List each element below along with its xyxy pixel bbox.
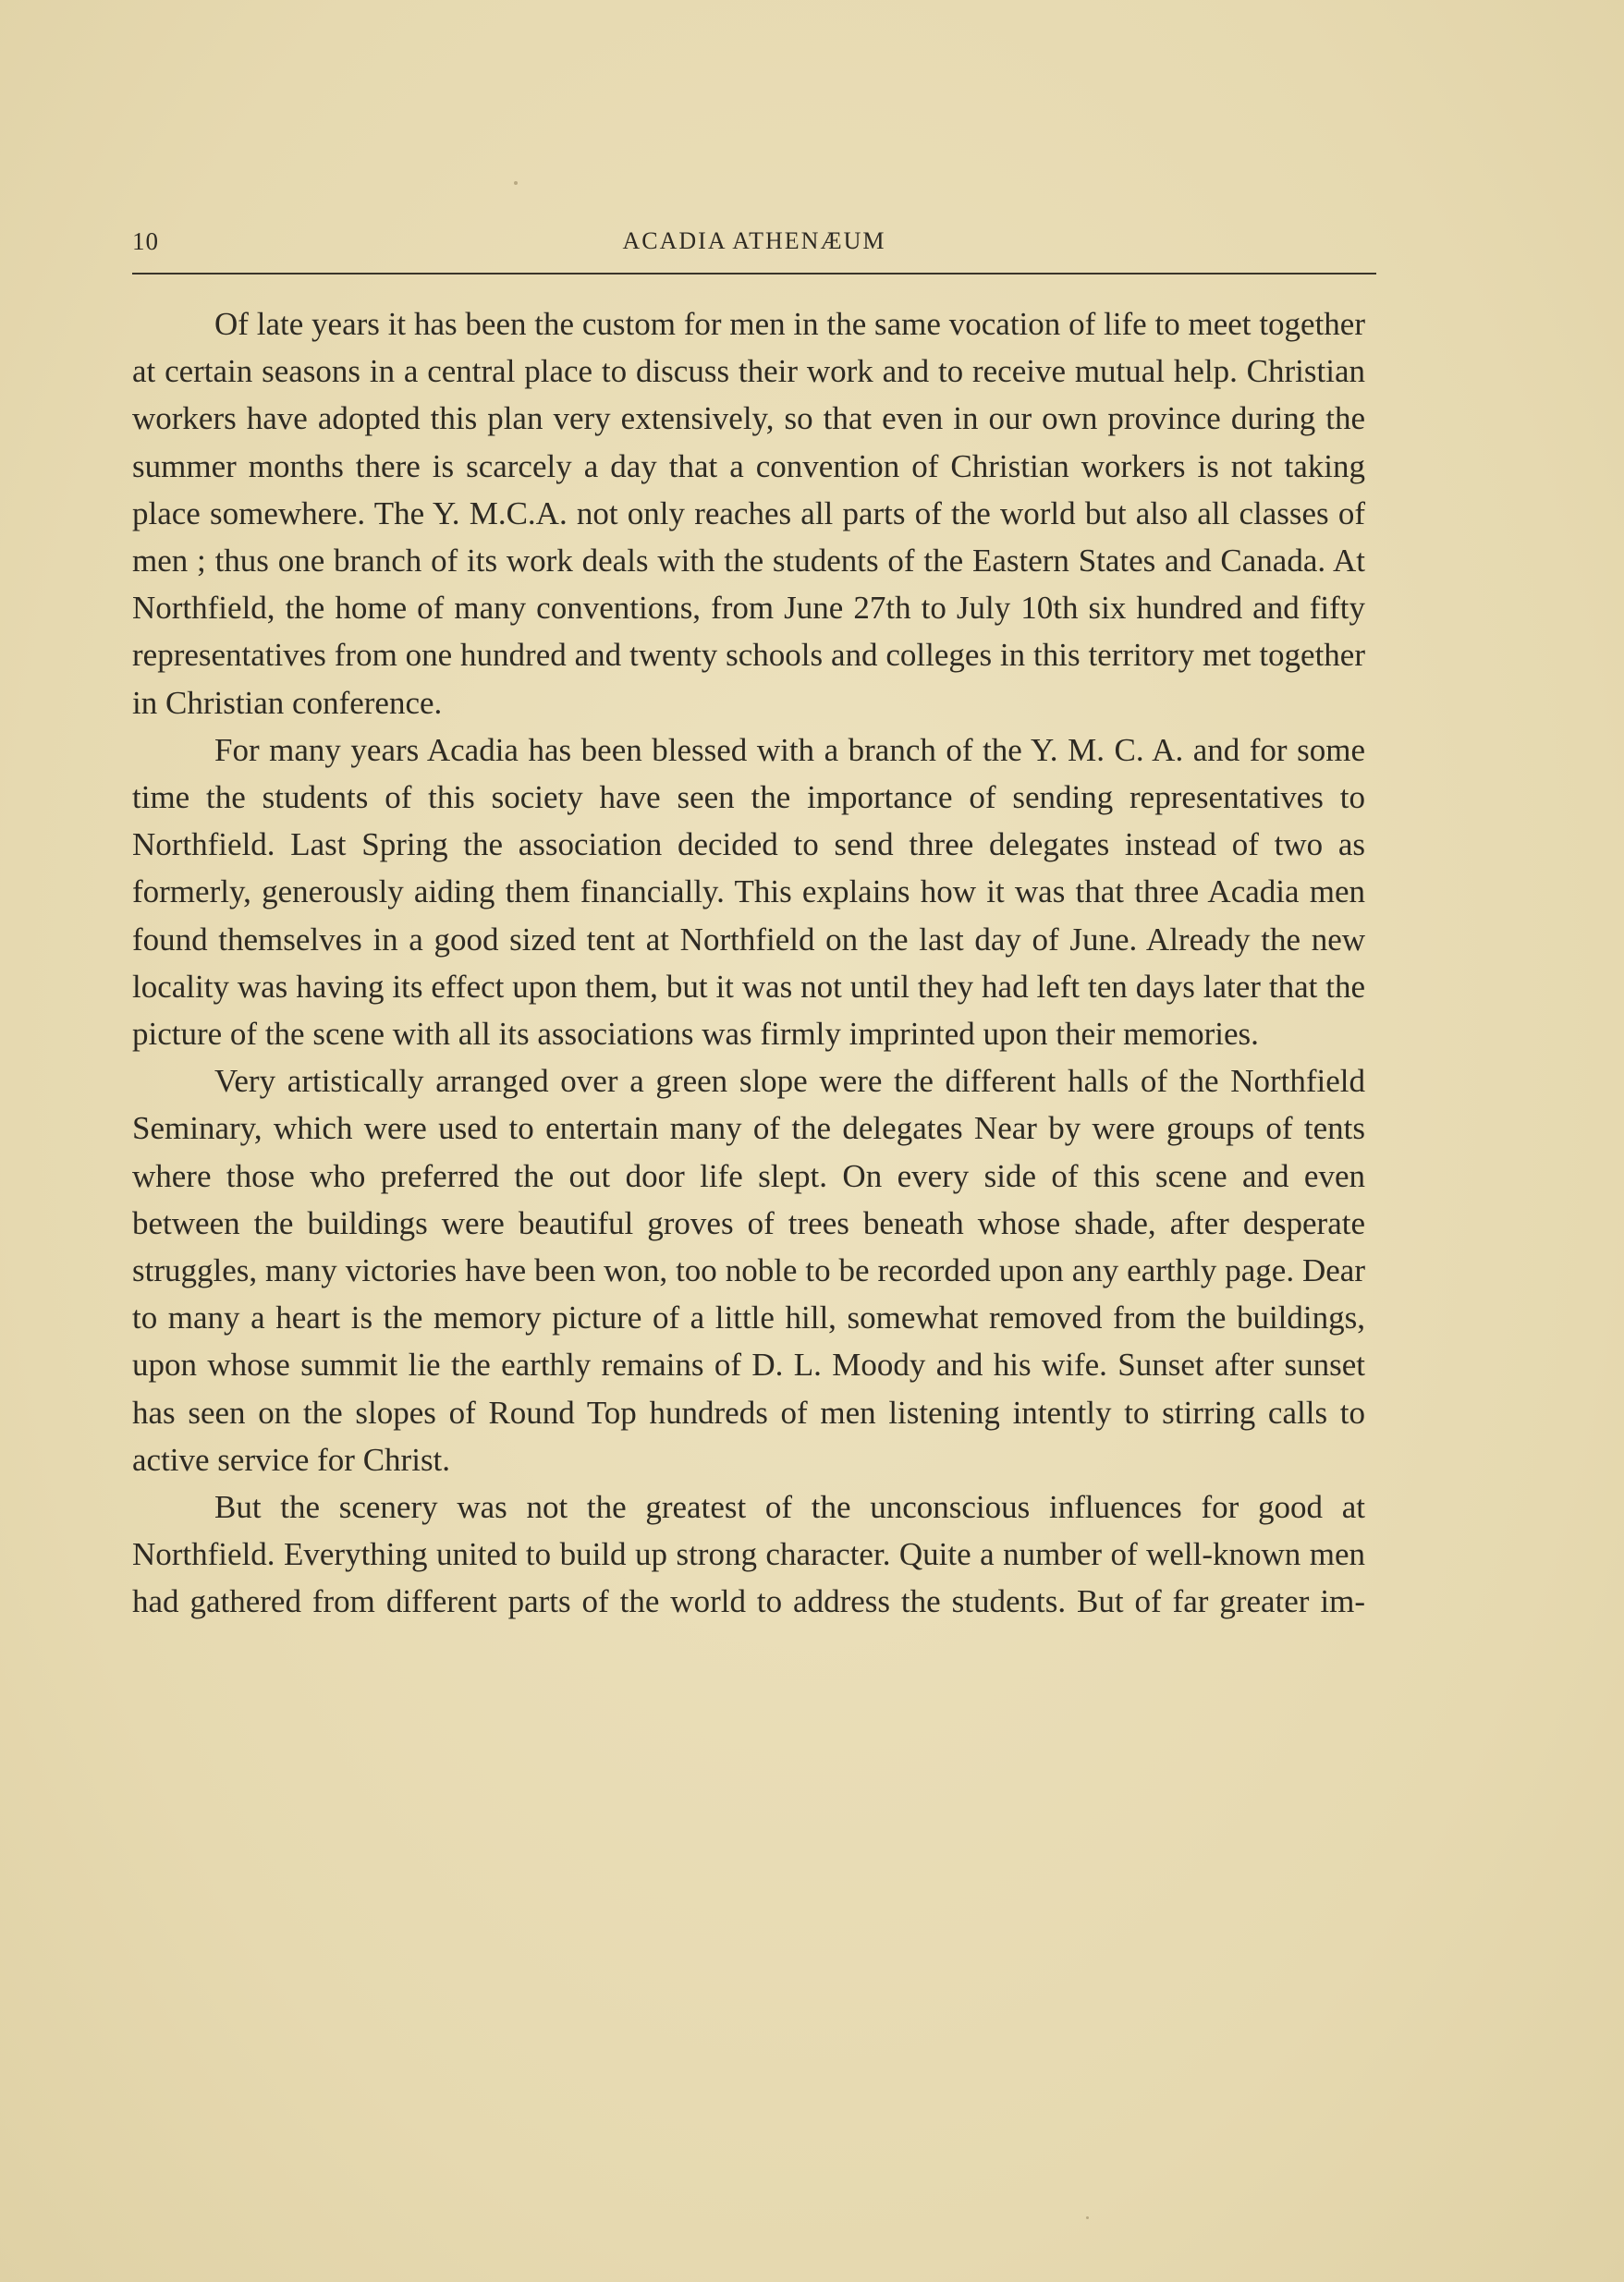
paper-speck — [514, 181, 518, 185]
article-body — [132, 300, 1365, 1626]
page-number: 10 — [132, 227, 159, 255]
running-title: ACADIA ATHENÆUM — [622, 227, 886, 254]
paragraph: Of late years it has been the custom for men in the same vocation of life to meet together at certain seasons in a central place to discuss their work and to receive mutual help. Christian workers have adopted this plan very extensively, so that even in our own province during the summer months there is scarcely a day that a convention of Christian workers is not taking place somewhere. The Y. M.C.A. not only reaches all parts of the world but also all classes of men ; thus one branch of its work deals with the students of the Eastern States and Canada. At Northfield, the home of many conventions, from June 27th to July 10th six hundred and fifty representatives from one hundred and twenty schools and colleges in this territory met together in Christian conference. — [132, 306, 1365, 721]
paragraph: For many years Acadia has been blessed with a branch of the Y. M. C. A. and for some time the students of this society have seen the importance of sending representatives to Northfield. Last Spring the association decided to send three delegates instead of two as formerly, generously aiding them financially. This explains how it was that three Acadia men found themselves in a good sized tent at Northfield on the last day of June. Already the new locality was having its effect upon them, but it was not until they had left ten days later that the picture of the scene with all its associations was firmly imprinted upon their memories. — [132, 731, 1365, 1053]
header-rule — [132, 273, 1376, 275]
page-header — [132, 227, 1376, 264]
paper-speck — [1086, 2216, 1089, 2219]
paragraph: Very artistically arranged over a green slope were the different halls of the Northfield Seminary, which were used to entertain many of the delegates Near by were groups of tents where those who preferred the out door life slept. On every side of this scene and even between the buildings were beautiful groves of trees beneath whose shade, after desperate struggles, many victories have been won, too noble to be recorded upon any earthly page. Dear to many a heart is the memory picture of a little hill, somewhat removed from the buildings, upon whose summit lie the earthly remains of D. L. Moody and his wife. Sunset after sunset has seen on the slopes of Round Top hundreds of men listening intently to stirring calls to active service for Christ. — [132, 1063, 1365, 1478]
paragraph: But the scenery was not the greatest of the unconscious influences for good at Northfield. Everything united to build up strong character. Quite a number of well-known men had gathered from different parts of the world to address the students. But of far greater im- — [132, 1489, 1365, 1620]
